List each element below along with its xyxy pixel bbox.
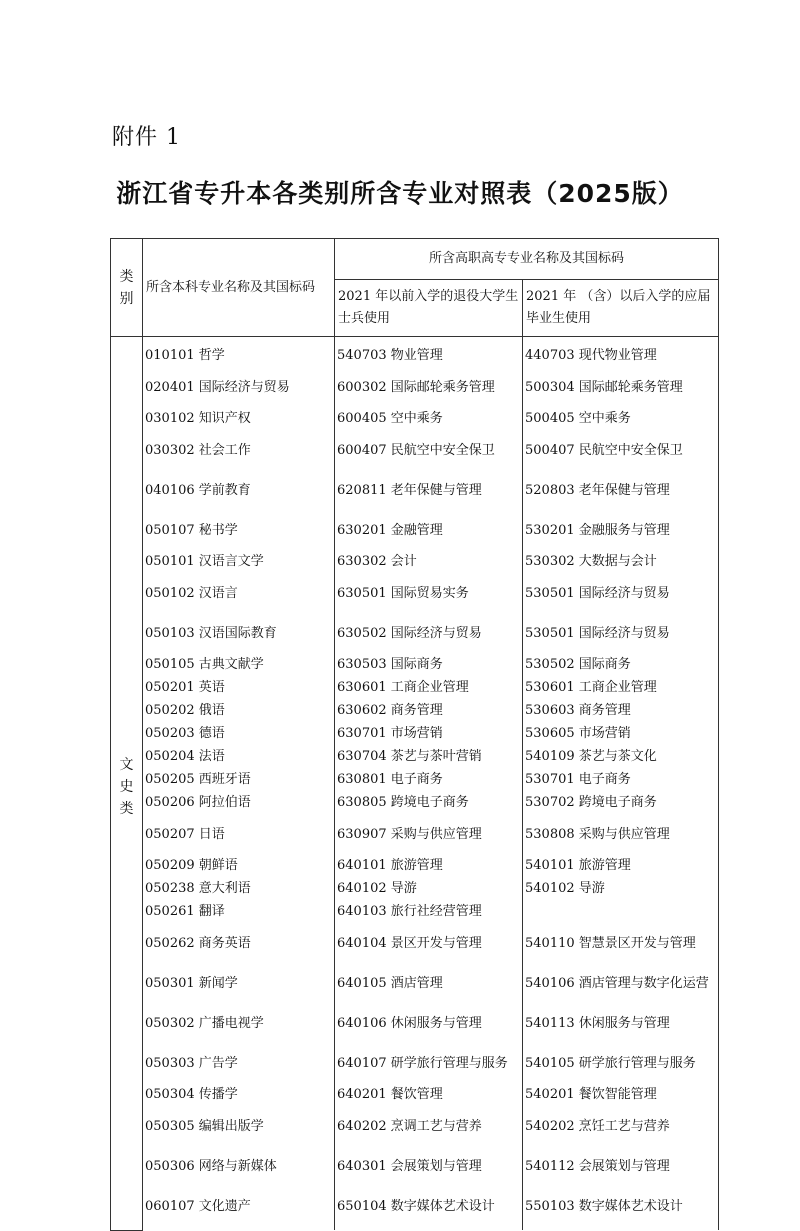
undergrad-major-cell: 050207 日语	[143, 814, 335, 854]
post2021-major-cell: 530302 大数据与会计	[523, 550, 719, 573]
pre2021-major-cell: 650104 数字媒体艺术设计	[335, 1186, 523, 1230]
post2021-major-cell: 540113 休闲服务与管理	[523, 1003, 719, 1043]
post2021-major-cell: 440703 现代物业管理	[523, 337, 719, 368]
table-row	[111, 854, 719, 877]
undergrad-major-cell: 050261 翻译	[143, 900, 335, 923]
pre2021-major-cell: 630201 金融管理	[335, 510, 523, 550]
undergrad-major-cell: 050105 古典文献学	[143, 653, 335, 676]
post2021-major-cell: 530603 商务管理	[523, 699, 719, 722]
post2021-major-cell: 540106 酒店管理与数字化运营	[523, 963, 719, 1003]
undergrad-major-cell: 040106 学前教育	[143, 470, 335, 510]
post2021-major-cell: 540109 茶艺与茶文化	[523, 745, 719, 768]
table-row	[111, 1083, 719, 1106]
undergrad-major-cell: 050102 汉语言	[143, 573, 335, 613]
undergrad-major-cell: 050107 秘书学	[143, 510, 335, 550]
table-row	[111, 470, 719, 510]
undergrad-major-cell: 020401 国际经济与贸易	[143, 367, 335, 407]
pre2021-major-cell: 640102 导游	[335, 877, 523, 900]
undergrad-major-cell: 050202 俄语	[143, 699, 335, 722]
table-row	[111, 745, 719, 768]
post2021-major-cell: 530701 电子商务	[523, 768, 719, 791]
undergrad-major-cell: 050303 广告学	[143, 1043, 335, 1083]
table-row	[111, 337, 719, 368]
pre2021-major-cell: 640103 旅行社经营管理	[335, 900, 523, 923]
table-row	[111, 430, 719, 470]
post2021-major-cell: 500304 国际邮轮乘务管理	[523, 367, 719, 407]
undergrad-major-cell: 050101 汉语言文学	[143, 550, 335, 573]
pre2021-major-cell: 620811 老年保健与管理	[335, 470, 523, 510]
pre2021-major-cell: 640202 烹调工艺与营养	[335, 1106, 523, 1146]
table-row	[111, 613, 719, 653]
post2021-major-cell: 540202 烹饪工艺与营养	[523, 1106, 719, 1146]
table-row	[111, 722, 719, 745]
undergrad-major-cell: 050305 编辑出版学	[143, 1106, 335, 1146]
undergrad-major-cell: 050204 法语	[143, 745, 335, 768]
post2021-major-cell: 500407 民航空中安全保卫	[523, 430, 719, 470]
table-row	[111, 814, 719, 854]
post2021-major-cell: 530601 工商企业管理	[523, 676, 719, 699]
pre2021-major-cell: 600405 空中乘务	[335, 407, 523, 430]
post2021-major-cell: 530605 市场营销	[523, 722, 719, 745]
pre2021-major-cell: 630701 市场营销	[335, 722, 523, 745]
pre2021-major-cell: 640104 景区开发与管理	[335, 923, 523, 963]
before-2021-column-header: 2021 年以前入学的退役大学生士兵使用	[335, 280, 523, 337]
post2021-major-cell: 520803 老年保健与管理	[523, 470, 719, 510]
undergrad-major-cell: 050209 朝鲜语	[143, 854, 335, 877]
post2021-major-cell: 530502 国际商务	[523, 653, 719, 676]
category-column-header: 类别	[111, 239, 143, 337]
post2021-major-cell: 530808 采购与供应管理	[523, 814, 719, 854]
attachment-label: 附件 1	[112, 125, 181, 150]
post2021-major-cell: 530501 国际经济与贸易	[523, 573, 719, 613]
post2021-major-cell	[523, 900, 719, 923]
pre2021-major-cell: 630602 商务管理	[335, 699, 523, 722]
vocational-group-header: 所含高职高专专业名称及其国标码	[335, 239, 719, 280]
table-row	[111, 1003, 719, 1043]
pre2021-major-cell: 600302 国际邮轮乘务管理	[335, 367, 523, 407]
undergrad-major-cell: 050203 德语	[143, 722, 335, 745]
table-row	[111, 791, 719, 814]
undergrad-major-cell: 030302 社会工作	[143, 430, 335, 470]
post2021-major-cell: 530702 跨境电子商务	[523, 791, 719, 814]
table-row	[111, 653, 719, 676]
post2021-major-cell: 530201 金融服务与管理	[523, 510, 719, 550]
post2021-major-cell: 540201 餐饮智能管理	[523, 1083, 719, 1106]
document-title: 浙江省专升本各类别所含专业对照表（2025版）	[116, 179, 684, 208]
post2021-major-cell: 500405 空中乘务	[523, 407, 719, 430]
table-row	[111, 676, 719, 699]
pre2021-major-cell: 640201 餐饮管理	[335, 1083, 523, 1106]
pre2021-major-cell: 630907 采购与供应管理	[335, 814, 523, 854]
pre2021-major-cell: 630501 国际贸易实务	[335, 573, 523, 613]
category-cell	[111, 337, 143, 1231]
post2021-major-cell: 530501 国际经济与贸易	[523, 613, 719, 653]
category-label: 文史类	[119, 756, 134, 817]
pre2021-major-cell: 630601 工商企业管理	[335, 676, 523, 699]
undergrad-major-cell: 050262 商务英语	[143, 923, 335, 963]
post2021-major-cell: 540102 导游	[523, 877, 719, 900]
table-row	[111, 900, 719, 923]
post2021-major-cell: 550103 数字媒体艺术设计	[523, 1186, 719, 1230]
major-mapping-table	[110, 238, 719, 1231]
pre2021-major-cell: 640106 休闲服务与管理	[335, 1003, 523, 1043]
table-row	[111, 699, 719, 722]
table-row	[111, 407, 719, 430]
table-row	[111, 1186, 719, 1230]
undergrad-major-cell: 030102 知识产权	[143, 407, 335, 430]
pre2021-major-cell: 630502 国际经济与贸易	[335, 613, 523, 653]
table-row	[111, 963, 719, 1003]
table-row	[111, 550, 719, 573]
table-row	[111, 573, 719, 613]
undergrad-major-cell: 050205 西班牙语	[143, 768, 335, 791]
table-row	[111, 510, 719, 550]
undergrad-major-cell: 050304 传播学	[143, 1083, 335, 1106]
pre2021-major-cell: 630704 茶艺与茶叶营销	[335, 745, 523, 768]
table-row	[111, 1043, 719, 1083]
table-row	[111, 1106, 719, 1146]
table-row	[111, 768, 719, 791]
post2021-major-cell: 540101 旅游管理	[523, 854, 719, 877]
table-row	[111, 877, 719, 900]
undergrad-major-cell: 050206 阿拉伯语	[143, 791, 335, 814]
pre2021-major-cell: 630302 会计	[335, 550, 523, 573]
undergrad-major-cell: 050201 英语	[143, 676, 335, 699]
table-row	[111, 923, 719, 963]
pre2021-major-cell: 600407 民航空中安全保卫	[335, 430, 523, 470]
table-body	[111, 337, 719, 1231]
table-row	[111, 1146, 719, 1186]
pre2021-major-cell: 640107 研学旅行管理与服务	[335, 1043, 523, 1083]
pre2021-major-cell: 630805 跨境电子商务	[335, 791, 523, 814]
undergrad-major-cell: 050302 广播电视学	[143, 1003, 335, 1043]
undergrad-major-cell: 050238 意大利语	[143, 877, 335, 900]
pre2021-major-cell: 630801 电子商务	[335, 768, 523, 791]
post2021-major-cell: 540105 研学旅行管理与服务	[523, 1043, 719, 1083]
table-row	[111, 367, 719, 407]
undergrad-major-cell: 050306 网络与新媒体	[143, 1146, 335, 1186]
undergrad-major-cell: 050301 新闻学	[143, 963, 335, 1003]
post2021-major-cell: 540110 智慧景区开发与管理	[523, 923, 719, 963]
undergrad-column-header: 所含本科专业名称及其国标码	[143, 239, 335, 337]
pre2021-major-cell: 630503 国际商务	[335, 653, 523, 676]
undergrad-major-cell: 060107 文化遗产	[143, 1186, 335, 1230]
after-2021-column-header: 2021 年 （含）以后入学的应届毕业生使用	[523, 280, 719, 337]
pre2021-major-cell: 640301 会展策划与管理	[335, 1146, 523, 1186]
pre2021-major-cell: 640101 旅游管理	[335, 854, 523, 877]
pre2021-major-cell: 540703 物业管理	[335, 337, 523, 368]
pre2021-major-cell: 640105 酒店管理	[335, 963, 523, 1003]
undergrad-major-cell: 010101 哲学	[143, 337, 335, 368]
undergrad-major-cell: 050103 汉语国际教育	[143, 613, 335, 653]
post2021-major-cell: 540112 会展策划与管理	[523, 1146, 719, 1186]
